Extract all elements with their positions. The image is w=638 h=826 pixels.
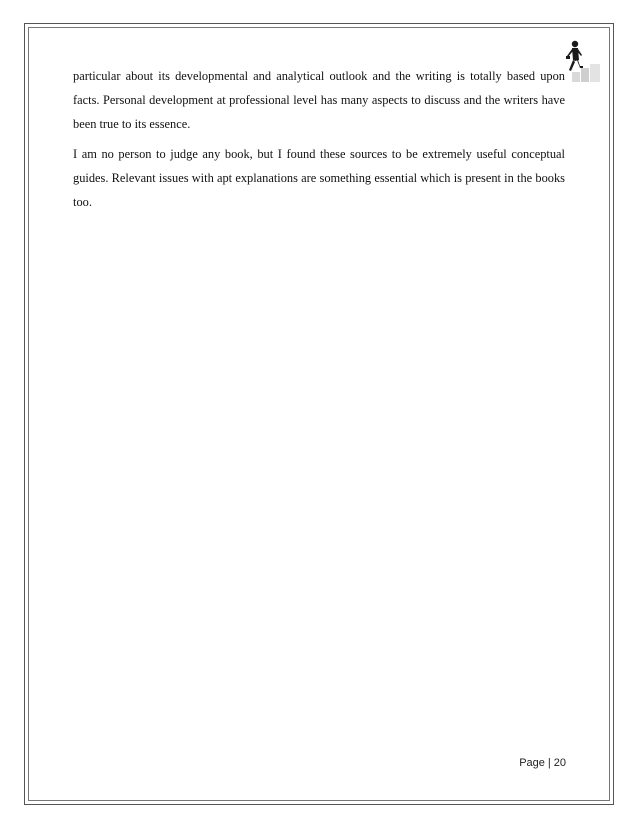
paragraph: I am no person to judge any book, but I found these sources to be extremely useful conceptual guides. Relevant issues with apt explanations are something essential which is present in the books too.	[73, 147, 565, 209]
paragraph: particular about its developmental and analytical outlook and the writing is totally based upon facts. Personal development at professional level has many aspects to discuss and the writers have been true to its essence.	[73, 69, 565, 131]
page-separator: |	[547, 757, 551, 769]
page-footer	[0, 757, 566, 769]
page-label: Page	[519, 757, 545, 769]
page-number: 20	[553, 757, 566, 769]
document-body	[73, 64, 565, 220]
